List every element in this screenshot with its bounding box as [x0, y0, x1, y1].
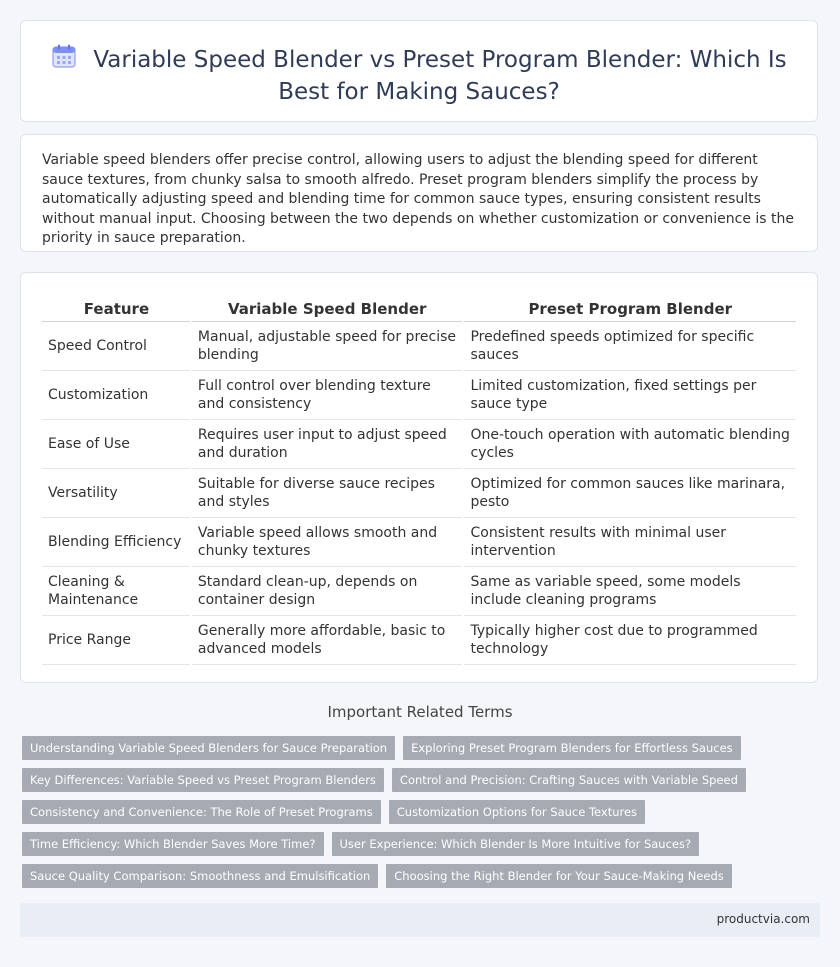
page-title: Variable Speed Blender vs Preset Program Blender: Which Is Best for Making Sauces? [93, 47, 787, 105]
table-header-row [42, 295, 797, 322]
related-term-tag[interactable]: Time Efficiency: Which Blender Saves More Time? [22, 832, 324, 856]
feature-cell: Ease of Use [42, 420, 191, 469]
variable-speed-cell: Variable speed allows smooth and chunky textures [191, 518, 464, 567]
related-terms-heading: Important Related Terms [327, 703, 513, 721]
variable-speed-cell: Requires user input to adjust speed and duration [191, 420, 464, 469]
tag-row [22, 832, 722, 856]
related-term-tag[interactable]: Understanding Variable Speed Blenders for Sauce Preparation [22, 736, 395, 760]
related-term-tag[interactable]: Exploring Preset Program Blenders for Effortless Sauces [403, 736, 741, 760]
feature-cell: Versatility [42, 469, 191, 518]
feature-cell: Cleaning & Maintenance [42, 567, 191, 616]
preset-program-cell: Limited customization, fixed settings per sauce type [463, 371, 797, 420]
comparison-card [20, 272, 818, 683]
tag-row [22, 864, 722, 888]
preset-program-cell: One-touch operation with automatic blending cycles [463, 420, 797, 469]
table-row [42, 567, 797, 616]
variable-speed-cell: Full control over blending texture and consistency [191, 371, 464, 420]
preset-program-cell: Predefined speeds optimized for specific sauces [463, 322, 797, 371]
table-row [42, 420, 797, 469]
header-preset-program: Preset Program Blender [463, 295, 797, 322]
variable-speed-cell: Generally more affordable, basic to advanced models [191, 616, 464, 665]
related-term-tag[interactable]: Control and Precision: Crafting Sauces with Variable Speed [392, 768, 746, 792]
related-term-tag[interactable]: Customization Options for Sauce Textures [389, 800, 645, 824]
related-term-tag[interactable]: Sauce Quality Comparison: Smoothness and Emulsification [22, 864, 378, 888]
related-term-tag[interactable]: Choosing the Right Blender for Your Sauce-Making Needs [386, 864, 731, 888]
preset-program-cell: Same as variable speed, some models include cleaning programs [463, 567, 797, 616]
table-row [42, 322, 797, 371]
related-term-tag[interactable]: User Experience: Which Blender Is More Intuitive for Sauces? [332, 832, 700, 856]
variable-speed-cell: Standard clean-up, depends on container design [191, 567, 464, 616]
header-card [20, 20, 818, 122]
table-row [42, 469, 797, 518]
calendar-icon [51, 43, 77, 69]
preset-program-cell: Consistent results with minimal user intervention [463, 518, 797, 567]
header-feature: Feature [42, 295, 191, 322]
header-variable-speed: Variable Speed Blender [191, 295, 464, 322]
intro-paragraph: Variable speed blenders offer precise control, allowing users to adjust the blending speed for different sauce textures, from chunky salsa to smooth alfredo. Preset program blenders simplify the process by automatically adjusting speed and blending time for common sauce types, ensuring consistent results without manual input. Choosing between the two depends on whether customization or convenience is the priority in sauce preparation. [42, 152, 794, 246]
feature-cell: Customization [42, 371, 191, 420]
tag-row [22, 736, 733, 760]
table-row [42, 518, 797, 567]
variable-speed-cell: Manual, adjustable speed for precise blending [191, 322, 464, 371]
footer [20, 903, 820, 937]
intro-card [20, 134, 818, 252]
feature-cell: Blending Efficiency [42, 518, 191, 567]
preset-program-cell: Optimized for common sauces like marinara, pesto [463, 469, 797, 518]
feature-cell: Speed Control [42, 322, 191, 371]
page-title-container [51, 43, 787, 108]
variable-speed-cell: Suitable for diverse sauce recipes and styles [191, 469, 464, 518]
feature-cell: Price Range [42, 616, 191, 665]
related-term-tag[interactable]: Key Differences: Variable Speed vs Preset Program Blenders [22, 768, 384, 792]
preset-program-cell: Typically higher cost due to programmed technology [463, 616, 797, 665]
tag-row [22, 768, 738, 792]
related-terms-list [22, 736, 738, 896]
related-term-tag[interactable]: Consistency and Convenience: The Role of Preset Programs [22, 800, 381, 824]
table-row [42, 371, 797, 420]
site-name[interactable]: productvia.com [716, 912, 810, 926]
tag-row [22, 800, 722, 824]
table-row [42, 616, 797, 665]
comparison-table [42, 295, 798, 665]
